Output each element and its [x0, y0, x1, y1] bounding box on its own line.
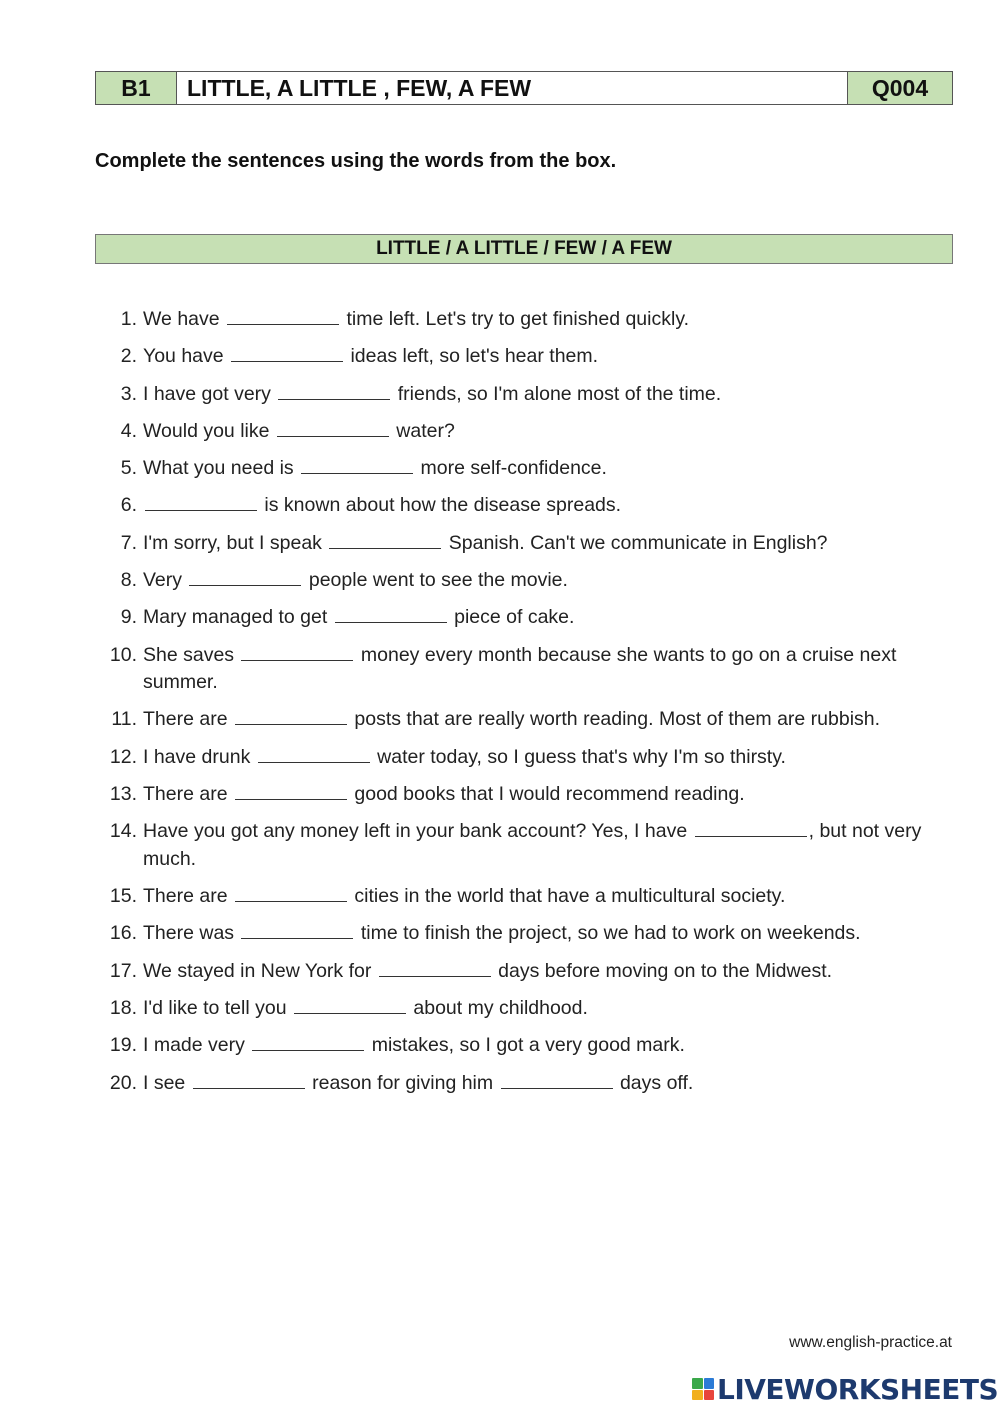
item-sentence — [137, 1032, 955, 1060]
word-box: LITTLE / A LITTLE / FEW / A FEW — [95, 234, 953, 264]
answer-blank[interactable] — [501, 1070, 613, 1089]
item-sentence — [137, 995, 955, 1023]
item-sentence — [137, 530, 955, 558]
answer-blank[interactable] — [241, 920, 353, 939]
exercise-item — [95, 381, 955, 409]
item-sentence — [137, 781, 955, 809]
item-number: 6. — [120, 494, 137, 517]
item-number: 11. — [111, 708, 137, 731]
answer-blank[interactable] — [231, 343, 343, 362]
exercise-item — [95, 530, 955, 558]
item-number: 13. — [109, 783, 137, 806]
exercise-item — [95, 744, 955, 772]
item-number: 2. — [120, 345, 137, 368]
answer-blank[interactable] — [241, 642, 353, 661]
exercise-item — [95, 418, 955, 446]
worksheet-code: Q004 — [848, 72, 953, 105]
sentence-part: posts that are really worth reading. Most of them are rubbish. — [348, 708, 881, 731]
item-number: 8. — [120, 569, 137, 592]
sentence-part: days before moving on to the Midwest. — [492, 959, 833, 982]
liveworksheets-brand[interactable] — [692, 1372, 998, 1406]
sentence-part: time to finish the project, so we had to work on weekends. — [355, 922, 861, 945]
answer-blank[interactable] — [335, 604, 447, 623]
sentence-part: time left. Let's try to get finished quickly. — [341, 308, 690, 330]
sentence-part: , but not very much. — [143, 820, 922, 870]
item-sentence — [137, 604, 955, 632]
sentence-part: There was — [143, 922, 240, 945]
header-table — [95, 71, 953, 105]
sentence-part: Spanish. Can't we communicate in English? — [443, 531, 828, 554]
sentence-part: I have got very — [143, 382, 277, 405]
sentence-part: reason for giving him — [306, 1071, 499, 1094]
item-number: 7. — [120, 531, 137, 554]
exercise-item — [95, 818, 955, 873]
sentence-part: I see — [143, 1071, 191, 1094]
sentence-part: Have you got any money left in your bank account? Yes, I have — [143, 820, 693, 843]
exercise-item — [95, 343, 955, 371]
exercise-item — [95, 306, 955, 334]
item-number: 20. — [109, 1071, 137, 1094]
sentence-part: more self-confidence. — [415, 457, 607, 480]
item-sentence — [137, 642, 955, 697]
item-number: 5. — [120, 457, 137, 480]
sentence-part: You have — [143, 345, 230, 368]
sentence-part: I made very — [143, 1034, 251, 1057]
item-number: 1. — [120, 308, 137, 330]
item-sentence — [137, 306, 955, 334]
answer-blank[interactable] — [189, 567, 301, 586]
item-sentence — [137, 343, 955, 371]
sentence-part: What you need is — [143, 457, 300, 480]
sentence-part: I'd like to tell you — [143, 997, 292, 1020]
sentence-part: We stayed in New York for — [143, 959, 377, 982]
answer-blank[interactable] — [277, 418, 389, 437]
answer-blank[interactable] — [294, 995, 406, 1014]
sentence-part: friends, so I'm alone most of the time. — [392, 382, 722, 405]
exercise-item — [95, 706, 955, 734]
answer-blank[interactable] — [193, 1070, 305, 1089]
sentence-part: water today, so I guess that's why I'm so thirsty. — [371, 745, 786, 768]
liveworksheets-logo-icon — [692, 1378, 714, 1400]
sentence-part: There are — [143, 783, 233, 806]
item-sentence — [137, 1070, 955, 1098]
item-number: 18. — [109, 997, 137, 1020]
exercise-item — [95, 920, 955, 948]
sentence-part: piece of cake. — [448, 606, 575, 629]
item-number: 16. — [109, 922, 137, 945]
answer-blank[interactable] — [278, 381, 390, 400]
item-number: 3. — [120, 382, 137, 405]
site-url[interactable]: www.english-practice.at — [789, 1334, 952, 1351]
exercise-item — [95, 781, 955, 809]
exercise-item — [95, 995, 955, 1023]
item-sentence — [137, 706, 955, 734]
sentence-part: Mary managed to get — [143, 606, 333, 629]
sentence-part: I'm sorry, but I speak — [143, 531, 328, 554]
exercise-item — [95, 642, 955, 697]
exercise-item — [95, 1032, 955, 1060]
worksheet-title: LITTLE, A LITTLE , FEW, A FEW — [177, 72, 848, 105]
answer-blank[interactable] — [235, 781, 347, 800]
exercise-item — [95, 455, 955, 483]
item-number: 17. — [109, 959, 137, 982]
exercise-item — [95, 1070, 955, 1098]
item-sentence — [137, 381, 955, 409]
exercise-item — [95, 604, 955, 632]
item-sentence — [137, 958, 955, 986]
sentence-part: mistakes, so I got a very good mark. — [366, 1034, 685, 1057]
exercise-item — [95, 492, 955, 520]
sentence-part: days off. — [614, 1071, 694, 1094]
instruction-text: Complete the sentences using the words from the box. — [95, 150, 617, 172]
item-sentence — [137, 455, 955, 483]
sentence-part: I have drunk — [143, 745, 256, 768]
answer-blank[interactable] — [235, 883, 347, 902]
sentence-part: Very — [143, 569, 188, 592]
answer-blank[interactable] — [695, 818, 807, 837]
answer-blank[interactable] — [235, 706, 347, 725]
item-number: 12. — [109, 745, 137, 768]
sentence-part: There are — [143, 885, 233, 908]
item-number: 15. — [109, 885, 137, 908]
exercise-item — [95, 958, 955, 986]
sentence-part: money every month because she wants to go on a cruise next summer. — [143, 643, 897, 694]
answer-blank[interactable] — [329, 530, 441, 549]
item-sentence — [137, 744, 955, 772]
sentence-part: people went to see the movie. — [303, 569, 568, 592]
answer-blank[interactable] — [301, 455, 413, 474]
sentence-part: We have — [143, 308, 226, 330]
item-sentence — [137, 920, 955, 948]
item-sentence — [137, 883, 955, 911]
answer-blank[interactable] — [227, 306, 339, 325]
level-badge: B1 — [96, 72, 177, 105]
sentence-part: There are — [143, 708, 233, 731]
answer-blank[interactable] — [258, 744, 370, 763]
sentence-part: is known about how the disease spreads. — [259, 494, 622, 517]
sentence-part: about my childhood. — [407, 997, 588, 1020]
exercise-item — [95, 567, 955, 595]
exercise-item — [95, 883, 955, 911]
item-number: 14. — [109, 820, 137, 843]
answer-blank[interactable] — [379, 958, 491, 977]
answer-blank[interactable] — [145, 492, 257, 511]
item-sentence — [137, 418, 955, 446]
brand-name: LIVEWORKSHEETS — [717, 1372, 999, 1406]
sentence-part: She saves — [143, 643, 240, 666]
answer-blank[interactable] — [252, 1032, 364, 1051]
item-number: 9. — [120, 606, 137, 629]
sentence-part: Would you like — [143, 419, 275, 442]
item-number: 10. — [109, 643, 137, 666]
item-sentence — [137, 818, 955, 873]
sentence-part: cities in the world that have a multicultural society. — [348, 885, 786, 908]
sentence-part: water? — [390, 419, 455, 442]
item-number: 4. — [120, 419, 137, 442]
exercise-list — [95, 306, 955, 1107]
item-sentence — [137, 567, 955, 595]
sentence-part: good books that I would recommend reading. — [348, 783, 745, 806]
sentence-part: ideas left, so let's hear them. — [345, 345, 599, 368]
item-sentence — [137, 492, 955, 520]
item-number: 19. — [109, 1034, 137, 1057]
